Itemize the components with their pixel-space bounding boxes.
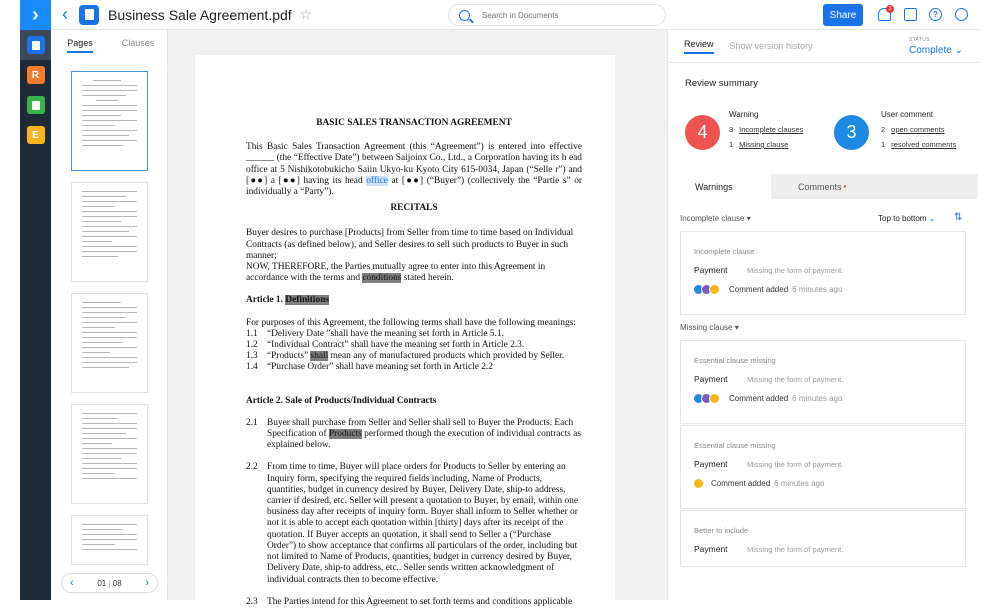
card-message: Missing the form of payment. [747,375,844,384]
clause-2-1: 2.1 Buyer shall purchase from Seller and Seller shall sell to Buyer the Products. Each Specification of Products performed though the execution of individual contracts as explained below. [246,417,581,451]
user-comment-count-badge: 3 [834,115,869,150]
page-thumbnail-2[interactable] [71,182,148,282]
document-title: Business Sale Agreement.pdf [108,6,292,23]
open-comments-link[interactable]: 2 open comments [881,125,945,134]
missing-clause-group-toggle[interactable]: Missing clause ▾ [680,323,739,332]
avatar-group [693,393,717,404]
top-bar [51,0,980,30]
page-pager [61,573,158,593]
warning-card[interactable] [680,340,966,424]
status-label: STATUS [909,37,930,43]
page-indicator: 01 | 08 [97,578,122,588]
sort-order-dropdown[interactable]: Top to bottom ⌄ [878,214,936,223]
definition-item: 1.1 “Delivery Date ”shall have the meaning set forth in Article 5.1. [246,328,504,339]
next-page-chevron-icon[interactable]: › [145,577,149,589]
warning-count-badge: 4 [685,115,720,150]
comment-status: Comment added 6 minutes ago [711,479,825,488]
highlight-definitions[interactable]: Definitions [285,295,330,306]
card-type: Essential clause missing [694,441,776,450]
page-thumbnail-4[interactable] [71,404,148,504]
app-rail [20,0,51,600]
comment-status: Comment added 6 minutes ago [729,394,843,403]
comment-status: Comment added 6 minutes ago [729,285,843,294]
user-comment-heading: User comment [881,110,934,119]
warning-card[interactable] [680,425,966,509]
sheets-app-icon [27,96,45,114]
tab-pages[interactable]: Pages [51,38,109,48]
unread-dot: • [843,182,847,191]
review-summary-title: Review summary [685,78,758,89]
tab-review[interactable]: Review [684,39,714,54]
definition-item: 1.4 “Purchase Order” shall have meaning set forth in Article 2.2 [246,362,493,373]
tab-version-history[interactable]: Show version history [729,41,813,51]
avatar [693,478,704,489]
avatar [709,393,720,404]
back-chevron-icon[interactable]: ‹ [62,4,68,24]
star-icon[interactable]: ☆ [299,6,313,22]
article-2-heading: Article 2. Sale of Products/Individual Contracts [246,395,437,406]
clause-2-3: 2.3 The Parties intend for this Agreement to set forth terms and conditions applicable [246,596,573,607]
definition-item: 1.3 “Products” shall mean any of manufactured products which provided by Seller. [246,351,565,362]
card-title: Payment [694,265,728,275]
intro-paragraph: This Basic Sales Transaction Agreement (this “Agreement”) is entered into effective ______ (the “Effective Date”) between Saijoinx Co., Ltd., a Corporation having its h ead office at 5 Nishikotobukicho Saiin Ukyo-ku Kyoto City 615-0034, Japan (“Selle r”) and [●●] a [●●] having its head office at [●●] (“Buyer”) (collectively the “Partie s” or individually a “Party”). [246,142,583,198]
search-input[interactable] [482,11,652,20]
exit-icon[interactable] [904,8,917,21]
card-type: Essential clause missing [694,356,776,365]
missing-clause-link[interactable]: 1 Missing clause [729,140,789,149]
card-title: Payment [694,459,728,469]
card-message: Missing the form of payment. [747,460,844,469]
card-message: Missing the form of payment. [747,545,844,554]
app-logo-icon[interactable]: › [20,0,51,30]
share-button[interactable]: Share [823,4,863,26]
search-box[interactable] [448,4,666,26]
recitals-heading: RECITALS [390,203,438,214]
clause-filter-dropdown[interactable]: Incomplete clause ▾ [680,214,751,223]
document-file-icon [79,5,99,25]
document-heading: BASIC SALES TRANSACTION AGREEMENT [316,118,512,128]
tab-clauses[interactable]: Clauses [121,38,155,48]
notification-badge: 3 [886,5,894,13]
recitals-paragraph: Buyer desires to purchase [Products] from Seller from time to time based on Individual Contracts (as defined below), and Seller desires to sell such products to Buyer in such manner; [246,228,574,261]
document-viewer[interactable] [168,30,667,607]
incomplete-clauses-link[interactable]: 3 Incomplete clauses [729,125,804,134]
rail-app-documents[interactable] [20,30,51,60]
chevron-down-icon: ⌄ [928,214,936,223]
warning-heading: Warning [729,110,759,119]
highlight-products[interactable]: Products [328,429,362,440]
article-1-lead: For purposes of this Agreement, the following terms shall have the following meanings: [246,317,576,328]
article-1-heading: Article 1. Definitions [246,295,330,306]
clause-2-2: 2.2 From time to time, Buyer will place orders for Products to Seller by entering an Inquiry form, specifying the required fields including, Name of Products, quantities, budget in currency desired by Buyer, Delivery Date, ship-to address, carrier if desired, etc. Seller will present a quotation to Buyer, by email, within one business day after receipts of inquiry form. Buyer shall inform to Seller whether or not it is able to accept each quotation within [thirty] days after its receipt of the quotation. If Buyer accepts an quotation, it shall send to Seller a (“Purchase Order”) to show acceptance that confirms all particulars of the order, including but not limited to Name of Products, quantities, budget in currency desired by Buyer, Delivery Date, ship-to address, etc.. Seller sends written acknowledgment of individual contracts then to become effective. [246,462,578,585]
caret-down-icon: ▾ [734,323,739,332]
status-dropdown[interactable]: Complete ⌄ [909,45,963,56]
rail-app-r[interactable] [20,60,51,90]
card-message: Missing the form of payment. [747,266,844,275]
highlight-office[interactable]: office [366,175,388,186]
warning-card[interactable] [680,510,966,567]
avatar [709,284,720,295]
e-app-icon: E [27,126,45,144]
highlight-shall[interactable]: shall [310,351,329,362]
resolved-comments-link[interactable]: 1 resolved comments [881,140,957,149]
page-thumbnail-3[interactable] [71,293,148,393]
rail-app-e[interactable] [20,120,51,150]
page-thumbnails-panel [51,30,168,600]
avatar-group [693,284,717,295]
card-title: Payment [694,544,728,554]
chevron-down-icon: ⌄ [954,45,963,56]
caret-down-icon: ▾ [746,214,751,223]
avatar-group [693,478,701,489]
user-profile-icon[interactable] [955,8,968,21]
page-thumbnail-5[interactable] [71,515,148,565]
review-panel [667,30,980,600]
rail-app-sheets[interactable] [20,90,51,120]
card-title: Payment [694,374,728,384]
warning-card[interactable] [680,231,966,315]
tab-comments[interactable]: Comments • [771,174,978,199]
page-thumbnail-1[interactable] [71,71,148,171]
highlight-conditions[interactable]: conditions [362,273,402,284]
card-type: Incomplete clause [694,247,755,256]
help-icon[interactable]: ? [929,8,942,21]
definition-item: 1.2 “Individual Contract” shall have the meaning set forth in Article 2.3. [246,340,525,351]
document-page [195,55,615,615]
card-type: Better to include [694,526,749,535]
r-app-icon: R [27,66,45,84]
sort-icon[interactable]: ⇅ [954,212,963,223]
tab-warnings[interactable]: Warnings [680,174,771,199]
documents-app-icon [27,36,45,54]
previous-page-chevron-icon[interactable]: ‹ [70,577,74,589]
recitals-now-therefore: NOW, THEREFORE, the Parties mutually agree to enter into this Agreement in accordance with the terms and conditions stated herein. [246,262,546,284]
search-icon [459,10,470,21]
